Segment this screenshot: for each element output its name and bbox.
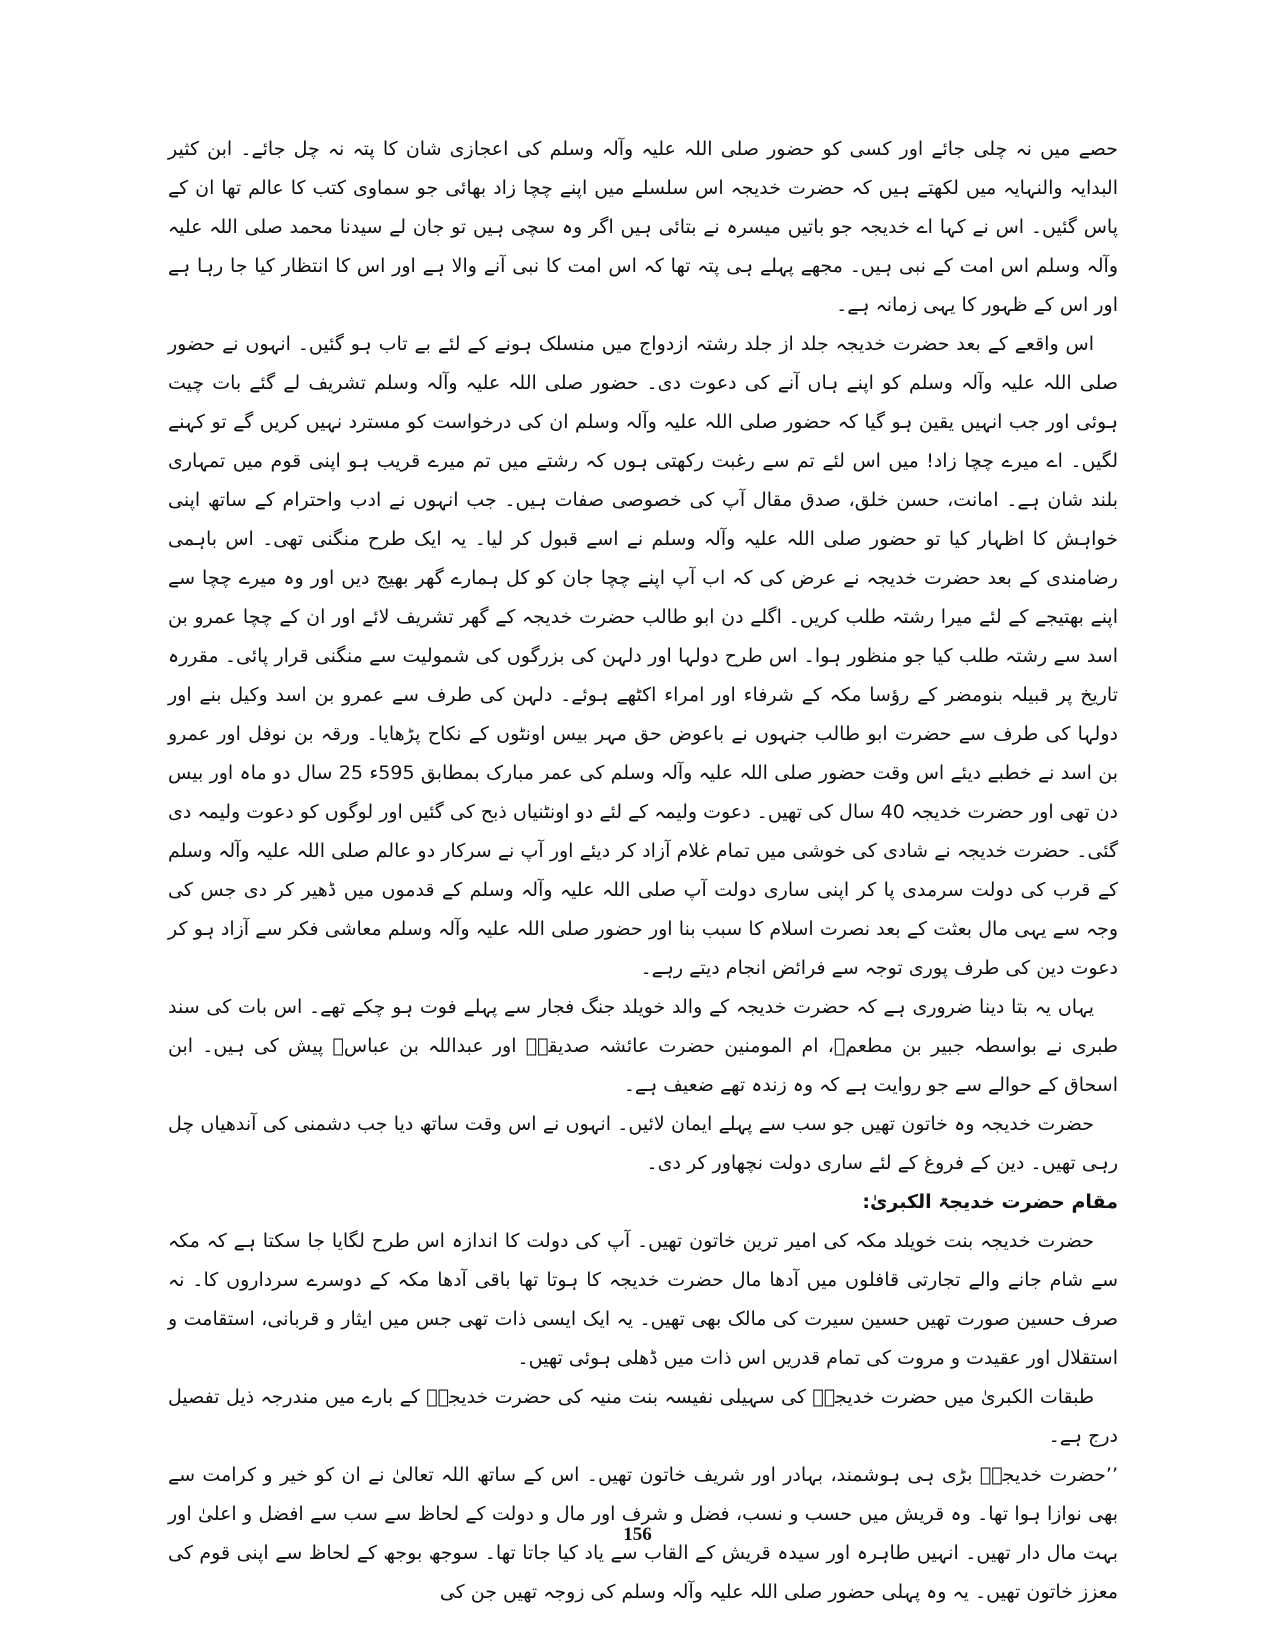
paragraph-1: حصے میں نہ چلی جائے اور کسی کو حضور صلی اللہ علیہ وآلہ وسلم کی اعجازی شان کا پتہ نہ چل جائے۔ ابن کثیر البدایہ والنہایہ میں لکھتے ہیں کہ حضرت خدیجہ اس سلسلے میں اپنے چچا زاد بھائی جو سماوی کتب کا عالم تھا ان کے پاس گئیں۔ اس نے کہا اے خدیجہ جو باتیں میسرہ نے بتائی ہیں اگر وہ سچی ہیں تو جان لے سیدنا محمد صلی اللہ علیہ وآلہ وسلم اس امت کے نبی ہیں۔ مجھے پہلے ہی پتہ تھا کہ اس امت کا نبی آنے والا ہے اور اس کا انتظار کیا جا رہا ہے اور اس کے ظہور کا یہی زمانہ ہے۔ [168, 138, 1118, 316]
body-text [168, 130, 1118, 1612]
section-heading: مقام حضرت خدیجۃ الکبریٰ: [862, 1191, 1118, 1213]
paragraph-6: طبقات الکبریٰ میں حضرت خدیجہؓ کی سہیلی نفیسہ بنت منیہ کی حضرت خدیجہؓ کے بارے میں مندرجہ ذیل تفصیل درج ہے۔ [168, 1386, 1118, 1447]
paragraph-7: ’’حضرت خدیجہؓ بڑی ہی ہوشمند، بہادر اور شریف خاتون تھیں۔ اس کے ساتھ اللہ تعالیٰ نے ان کو خیر و کرامت سے بھی نوازا ہوا تھا۔ وہ قریش میں حسب و نسب، فضل و شرف اور مال و دولت کے لحاظ سے سب سے افضل و اعلیٰ اور بہت مال دار تھیں۔ انہیں طاہرہ اور سیدہ قریش کے القاب سے یاد کیا جاتا تھا۔ سوجھ بوجھ کے لحاظ سے اپنی قوم کی معزز خاتون تھیں۔ یہ وہ پہلی حضور صلی اللہ علیہ وآلہ وسلم کی زوجہ تھیں جن کی [168, 1464, 1118, 1603]
paragraph-3: یہاں یہ بتا دینا ضروری ہے کہ حضرت خدیجہ کے والد خویلد جنگ فجار سے پہلے فوت ہو چکے تھے۔ اس بات کی سند طبری نے بواسطہ جبیر بن مطعمؓ، ام المومنین حضرت عائشہ صدیقہؓ اور عبداللہ بن عباسؓ پیش کی ہیں۔ ابن اسحاق کے حوالے سے جو روایت ہے کہ وہ زندہ تھے ضعیف ہے۔ [168, 996, 1118, 1096]
paragraph-5: حضرت خدیجہ بنت خویلد مکہ کی امیر ترین خاتون تھیں۔ آپ کی دولت کا اندازہ اس طرح لگایا جا سکتا ہے کہ مکہ سے شام جانے والے تجارتی قافلوں میں آدھا مال حضرت خدیجہ کا ہوتا تھا باقی آدھا مکہ کے دوسرے سرداروں کا۔ نہ صرف حسین صورت تھیں حسین سیرت کی مالک بھی تھیں۔ یہ ایک ایسی ذات تھی جس میں ایثار و قربانی، استقامت و استقلال اور عقیدت و مروت کی تمام قدریں اس ذات میں ڈھلی ہوئی تھیں۔ [168, 1230, 1118, 1369]
paragraph-2: اس واقعے کے بعد حضرت خدیجہ جلد از جلد رشتہ ازدواج میں منسلک ہونے کے لئے بے تاب ہو گئیں۔ انہوں نے حضور صلی اللہ علیہ وآلہ وسلم کو اپنے ہاں آنے کی دعوت دی۔ حضور صلی اللہ علیہ وآلہ وسلم تشریف لے گئے بات چیت ہوئی اور جب انہیں یقین ہو گیا کہ حضور صلی اللہ علیہ وآلہ وسلم ان کی درخواست کو مسترد نہیں کریں گے تو کہنے لگیں۔ اے میرے چچا زاد! میں اس لئے تم سے رغبت رکھتی ہوں کہ رشتے میں تم میرے قریب ہو اپنی قوم میں تمہاری بلند شان ہے۔ امانت، حسن خلق، صدق مقال آپ کی خصوصی صفات ہیں۔ جب انہوں نے ادب واحترام کے ساتھ اپنی خواہش کا اظہار کیا تو حضور صلی اللہ علیہ وآلہ وسلم نے اسے قبول کر لیا۔ یہ ایک طرح منگنی تھی۔ اس باہمی رضامندی کے بعد حضرت خدیجہ نے عرض کی کہ اب آپ اپنے چچا جان کو کل ہمارے گھر بھیج دیں اور وہ میرے چچا سے اپنے بھتیجے کے لئے میرا رشتہ طلب کریں۔ اگلے دن ابو طالب حضرت خدیجہ کے گھر تشریف لائے اور ان کے چچا عمرو بن اسد سے رشتہ طلب کیا جو منظور ہوا۔ اس طرح دولہا اور دلہن کی بزرگوں کی شمولیت سے منگنی قرار پائی۔ مقررہ تاریخ پر قبیلہ بنومضر کے رؤسا مکہ کے شرفاء اور امراء اکٹھے ہوئے۔ دلہن کی طرف سے عمرو بن اسد وکیل بنے اور دولہا کی طرف سے حضرت ابو طالب جنہوں نے باعوض حق مہر بیس اونٹوں کے نکاح پڑھایا۔ ورقہ بن نوفل اور عمرو بن اسد نے خطبے دیئے اس وقت حضور صلی اللہ علیہ وآلہ وسلم کی عمر مبارک بمطابق 595ء 25 سال دو ماہ اور بیس دن تھی اور حضرت خدیجہ 40 سال کی تھیں۔ دعوت ولیمہ کے لئے دو اونٹنیاں ذبح کی گئیں اور لوگوں کو دعوت ولیمہ دی گئی۔ حضرت خدیجہ نے شادی کی خوشی میں تمام غلام آزاد کر دیئے اور آپ نے سرکار دو عالم صلی اللہ علیہ وآلہ وسلم کے قرب کی دولت سرمدی پا کر اپنی ساری دولت آپ صلی اللہ علیہ وآلہ وسلم کے قدموں میں ڈھیر کر دی جس کی وجہ سے یہی مال بعثت کے بعد نصرت اسلام کا سبب بنا اور حضور صلی اللہ علیہ وآلہ وسلم معاشی فکر سے آزاد ہو کر دعوت دین کی طرف پوری توجہ سے فرائض انجام دیتے رہے۔ [168, 333, 1118, 979]
paragraph-4: حضرت خدیجہ وہ خاتون تھیں جو سب سے پہلے ایمان لائیں۔ انہوں نے اس وقت ساتھ دیا جب دشمنی کی آندھیاں چل رہی تھیں۔ دین کے فروغ کے لئے ساری دولت نچھاور کر دی۔ [168, 1113, 1118, 1174]
page-number: 156 [623, 1524, 652, 1545]
